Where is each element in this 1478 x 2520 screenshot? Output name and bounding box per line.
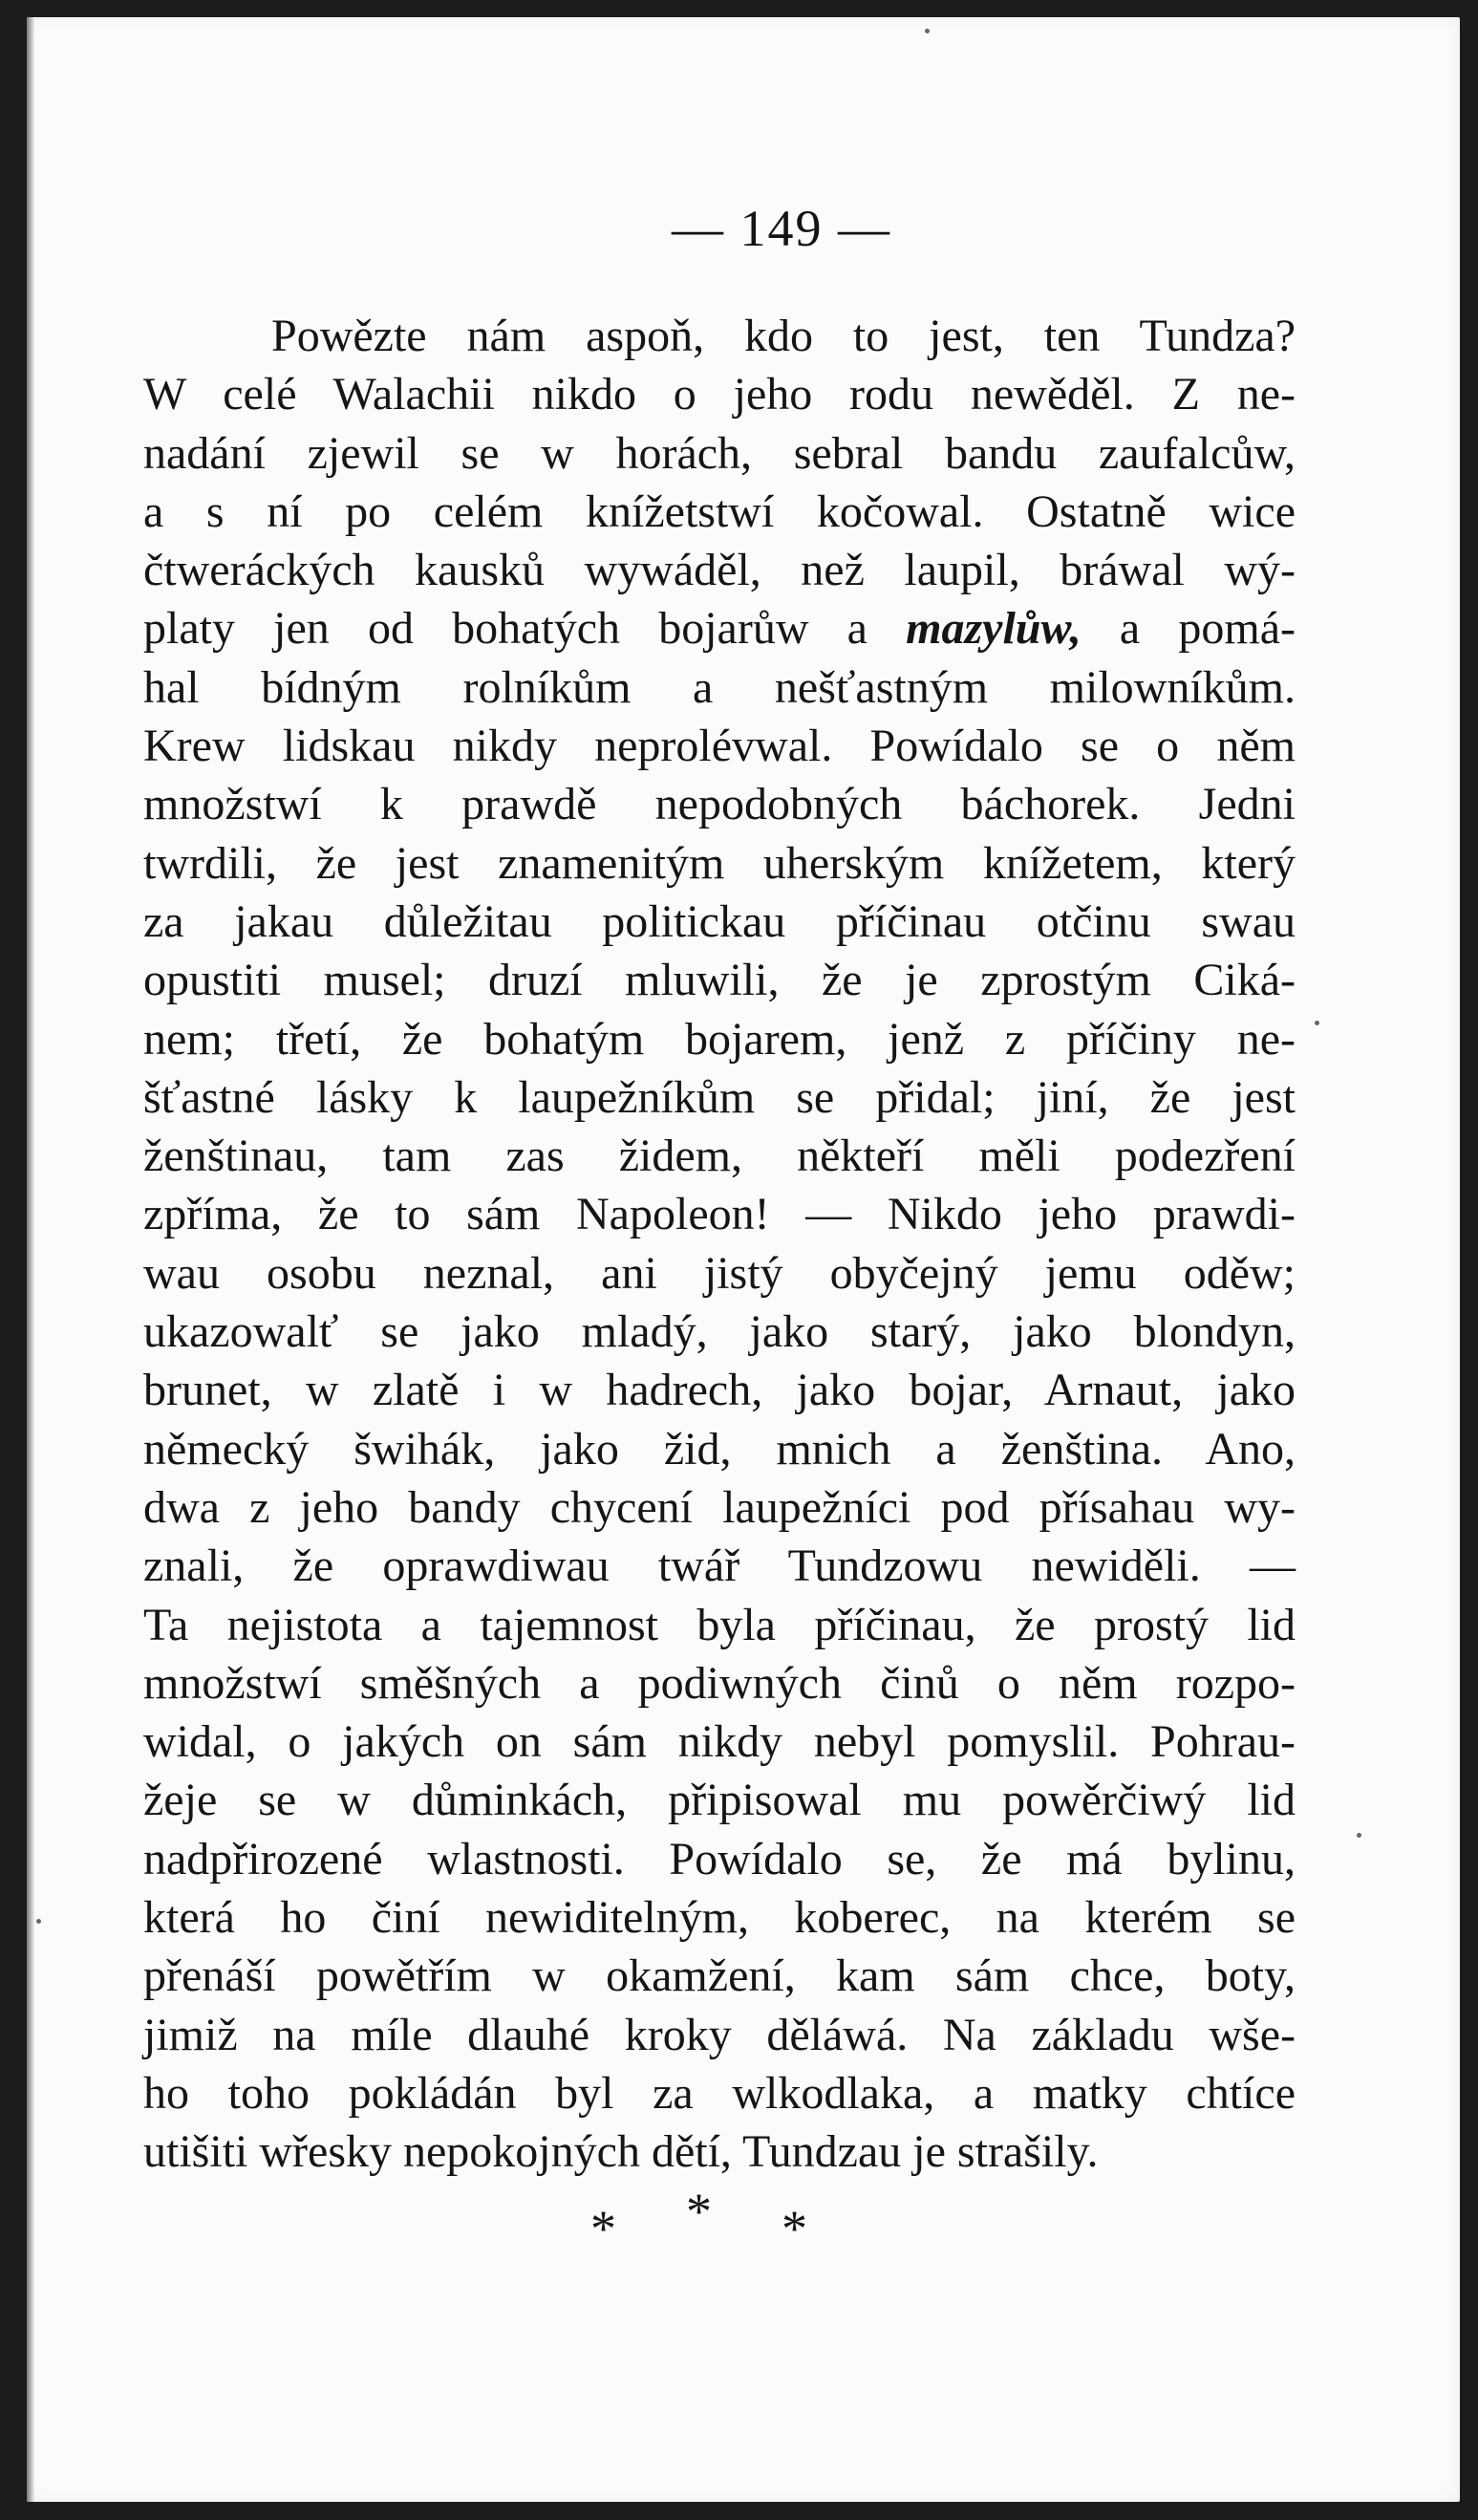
scan-speck [1357, 1833, 1361, 1838]
scan-speck [1315, 1021, 1319, 1025]
text-line: opustiti musel; druzí mluwili, že je zprostým Ciká- [143, 955, 1296, 1006]
text-line: žeje se w důminkách, připisowal mu powěrčiwý lid [143, 1775, 1296, 1826]
text-line: dwa z jeho bandy chycení laupežníci pod přísahau wy- [143, 1481, 1296, 1533]
emphasized-word: mazylůw, [906, 603, 1082, 655]
text-line: za jakau důležitau politickau příčinau otčinu swau [143, 895, 1296, 947]
scan-speck [925, 29, 930, 33]
text-line: nadání zjewil se w horách, sebral bandu zaufalcůw, [143, 427, 1296, 479]
book-page [27, 17, 1460, 2502]
text-line: ženštinau, tam zas židem, někteří měli podezření [143, 1131, 1296, 1182]
text-line: Ta nejistota a tajemnost byla příčinau, že prostý lid [143, 1599, 1296, 1650]
text-line: utišiti wřesky nepokojných dětí, Tundzau je strašily. [143, 2126, 1099, 2178]
body-text [143, 307, 1296, 2182]
text-line: nem; třetí, že bohatým bojarem, jenž z příčiny ne- [143, 1013, 1296, 1065]
text-line: hal bídným rolníkům a nešťastným milowníkům. [143, 661, 1296, 713]
text-line: jimiž na míle dlauhé kroky děláwá. Na základu wše- [143, 2009, 1296, 2060]
text-line: W celé Walachii nikdo o jeho rodu newěděl. Z ne- [143, 369, 1296, 420]
text-line: šťastné lásky k laupežníkům se přidal; jiní, že jest [143, 1071, 1296, 1123]
text-segment: platy jen od bohatých bojarůw a [143, 603, 907, 655]
asterisk: * [590, 2200, 616, 2257]
text-line: widal, o jakých on sám nikdy nebyl pomyslil. Pohrau- [143, 1716, 1296, 1768]
text-line: twrdili, že jest znamenitým uherským knížetem, který [143, 837, 1296, 889]
text-line: zpříma, že to sám Napoleon! — Nikdo jeho prawdi- [143, 1189, 1296, 1240]
text-line: německý šwihák, jako žid, mnich a ženština. Ano, [143, 1423, 1296, 1475]
text-line: ho toho pokládán byl za wlkodlaka, a matky chtíce [143, 2067, 1296, 2119]
text-line: Krew lidskau nikdy neprolévwal. Powídalo se o něm [143, 721, 1296, 772]
asterisk: * [782, 2200, 807, 2257]
text-line: která ho činí newiditelným, koberec, na kterém se [143, 1892, 1296, 1944]
text-line: Powězte nám aspoň, kdo to jest, ten Tundza? [271, 311, 1296, 361]
page-number: — 149 — [672, 200, 891, 257]
text-line: znali, že oprawdiwau twář Tundzowu newiděli. — [143, 1540, 1296, 1592]
text-line: množstwí k prawdě nepodobných báchorek. Jedni [143, 779, 1296, 830]
text-line-emphasis [143, 599, 1296, 657]
text-line: a s ní po celém knížetstwí kočowal. Ostatně wice [143, 485, 1296, 537]
text-line: čtweráckých kausků wywáděl, než laupil, bráwal wý- [143, 545, 1296, 596]
text-line: ukazowalť se jako mladý, jako starý, jako blondyn, [143, 1306, 1296, 1358]
text-line: wau osobu neznal, ani jistý obyčejný jemu oděw; [143, 1247, 1296, 1299]
text-line: brunet, w zlatě i w hadrech, jako bojar, Arnaut, jako [143, 1365, 1296, 1416]
text-line: přenáší powětřím w okamžení, kam sám chce, boty, [143, 1950, 1296, 2002]
text-segment: a pomá- [1081, 603, 1296, 655]
page-fold-shadow [27, 17, 34, 2502]
scan-speck [36, 1919, 41, 1924]
text-line: množstwí směšných a podiwných činů o něm rozpo- [143, 1657, 1296, 1709]
asterisk: * [686, 2183, 712, 2240]
text-line: nadpřirozené wlastnosti. Powídalo se, že má bylinu, [143, 1833, 1296, 1885]
